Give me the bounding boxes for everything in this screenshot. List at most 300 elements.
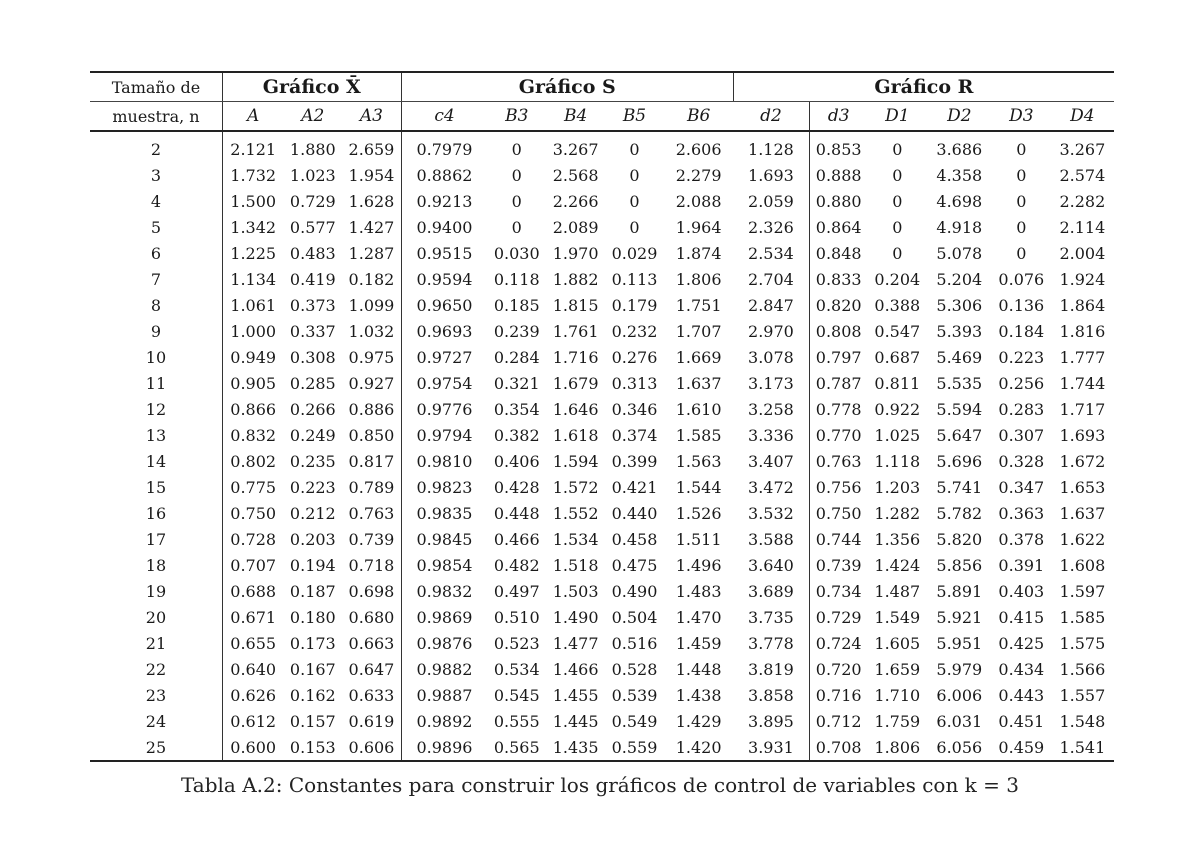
constant-cell: 0.750 <box>222 500 283 526</box>
constant-cell: 0.157 <box>289 711 336 731</box>
constant-cell: 0.076 <box>998 269 1045 289</box>
constant-cell: 0.374 <box>611 425 658 445</box>
constant-cell: 0.313 <box>611 373 658 393</box>
constant-cell: 0.9892 <box>401 708 487 734</box>
constant-cell: 0.734 <box>809 578 868 604</box>
constant-cell: 6.031 <box>936 711 983 731</box>
constant-cell: 1.710 <box>874 685 921 705</box>
sample-size-cell: 3 <box>150 165 162 185</box>
constant-cell: 0.308 <box>289 347 336 367</box>
constant-cell: 2.089 <box>552 217 599 237</box>
constant-cell: 1.679 <box>552 373 599 393</box>
constant-cell: 3.686 <box>936 139 983 159</box>
constant-cell: 0.9876 <box>401 630 487 656</box>
constant-cell: 3.819 <box>748 659 794 679</box>
constant-cell: 2.970 <box>748 321 794 341</box>
sample-size-cell: 24 <box>145 711 167 731</box>
constant-cell: 0.173 <box>289 633 336 653</box>
constant-cell: 0.744 <box>809 526 868 552</box>
constant-cell: 0.9594 <box>401 266 487 292</box>
constant-cell: 0.797 <box>809 344 868 370</box>
constant-cell: 6.056 <box>927 734 992 761</box>
constant-cell: 0.9400 <box>401 214 487 240</box>
table-row <box>90 162 1114 188</box>
table-row <box>90 370 1114 396</box>
constant-cell: 0.415 <box>998 607 1045 627</box>
constant-cell: 2.534 <box>748 243 794 263</box>
sample-size-cell: 21 <box>145 633 167 653</box>
constant-cell: 1.816 <box>1059 321 1106 341</box>
constant-cell: 0.750 <box>809 500 868 526</box>
constant-cell: 0.029 <box>611 243 658 263</box>
constant-cell: 3.336 <box>748 425 794 445</box>
constant-cell: 0.888 <box>809 162 868 188</box>
constant-cell: 0.482 <box>493 555 540 575</box>
constant-cell: 0.328 <box>998 451 1045 471</box>
constant-cell: 1.548 <box>1059 711 1106 731</box>
sample-size-cell: 19 <box>145 581 167 601</box>
constant-cell: 0.671 <box>222 604 283 630</box>
constant-cell: 0.184 <box>998 321 1045 341</box>
constant-cell: 0.853 <box>809 131 868 162</box>
constant-cell: 0.687 <box>874 347 921 367</box>
constant-cell: 1.653 <box>1059 477 1106 497</box>
constant-cell: 1.557 <box>1059 685 1106 705</box>
constant-cell: 0.428 <box>493 477 540 497</box>
constant-cell: 0.406 <box>493 451 540 471</box>
constant-cell: 0.283 <box>998 399 1045 419</box>
constant-cell: 3.778 <box>748 633 794 653</box>
constant-cell: 0 <box>629 165 640 185</box>
constant-cell: 1.549 <box>874 607 921 627</box>
constant-cell: 5.647 <box>936 425 983 445</box>
constant-cell: 0 <box>1016 217 1027 237</box>
constant-cell: 0.180 <box>289 607 336 627</box>
constant-cell: 0.388 <box>874 295 921 315</box>
constant-cell: 1.455 <box>552 685 599 705</box>
constant-cell: 1.777 <box>1059 347 1106 367</box>
control-constants-table <box>90 71 1114 762</box>
constant-cell: 5.921 <box>936 607 983 627</box>
constant-cell: 0.459 <box>992 734 1051 761</box>
constant-cell: 0.203 <box>289 529 336 549</box>
constant-cell: 0.9727 <box>401 344 487 370</box>
table-row <box>90 630 1114 656</box>
constant-cell: 0.9794 <box>401 422 487 448</box>
table-row <box>90 396 1114 422</box>
constant-cell: 0 <box>511 139 522 159</box>
constant-cell: 2.606 <box>675 139 722 159</box>
constant-cell: 2.574 <box>1059 165 1106 185</box>
constant-cell: 3.267 <box>1059 139 1106 159</box>
sample-size-cell: 4 <box>150 191 162 211</box>
constant-cell: 0.9887 <box>401 682 487 708</box>
constant-cell: 1.566 <box>1059 659 1106 679</box>
constant-cell: 0.212 <box>289 503 336 523</box>
table-row <box>90 131 1114 162</box>
constant-cell: 0.698 <box>348 581 395 601</box>
constant-cell: 3.735 <box>748 607 794 627</box>
constant-cell: 0.504 <box>611 607 658 627</box>
sample-size-cell: 23 <box>145 685 167 705</box>
constant-cell: 1.534 <box>552 529 599 549</box>
constant-cell: 0.204 <box>874 269 921 289</box>
constant-cell: 0.378 <box>998 529 1045 549</box>
sample-size-cell: 22 <box>145 659 167 679</box>
constant-cell: 3.588 <box>748 529 794 549</box>
constant-cell: 1.541 <box>1051 734 1114 761</box>
constant-cell: 5.204 <box>936 269 983 289</box>
constant-cell: 0.136 <box>998 295 1045 315</box>
constant-cell: 0.534 <box>493 659 540 679</box>
column-header-c4: c4 <box>401 102 487 132</box>
constant-cell: 0.763 <box>809 448 868 474</box>
constant-cell: 1.597 <box>1059 581 1106 601</box>
constant-cell: 1.032 <box>348 321 395 341</box>
constant-cell: 1.487 <box>874 581 921 601</box>
constant-cell: 0.680 <box>348 607 395 627</box>
constant-cell: 0.475 <box>611 555 658 575</box>
constant-cell: 2.279 <box>675 165 722 185</box>
constant-cell: 0.729 <box>289 191 336 211</box>
constant-cell: 1.518 <box>552 555 599 575</box>
constant-cell: 0.864 <box>809 214 868 240</box>
constant-cell: 0.832 <box>222 422 283 448</box>
constant-cell: 0.458 <box>611 529 658 549</box>
constant-cell: 1.445 <box>552 711 599 731</box>
constant-cell: 1.693 <box>748 165 794 185</box>
constant-cell: 0.775 <box>222 474 283 500</box>
constant-cell: 0 <box>1016 165 1027 185</box>
constant-cell: 1.061 <box>222 292 283 318</box>
constant-cell: 0.347 <box>998 477 1045 497</box>
constant-cell: 0 <box>511 165 522 185</box>
sample-size-cell: 11 <box>145 373 167 393</box>
constant-cell: 0.808 <box>809 318 868 344</box>
constant-cell: 1.225 <box>222 240 283 266</box>
constant-cell: 0.194 <box>289 555 336 575</box>
constant-cell: 0.756 <box>809 474 868 500</box>
constant-cell: 1.511 <box>675 529 722 549</box>
table-column-header-row <box>90 102 1114 132</box>
constant-cell: 1.023 <box>289 165 336 185</box>
constant-cell: 1.669 <box>675 347 722 367</box>
constant-cell: 1.563 <box>675 451 722 471</box>
constant-cell: 0 <box>511 217 522 237</box>
constant-cell: 2.266 <box>552 191 599 211</box>
constant-cell: 3.173 <box>748 373 794 393</box>
table-row <box>90 708 1114 734</box>
table-row <box>90 266 1114 292</box>
constant-cell: 0.9869 <box>401 604 487 630</box>
constant-cell: 0.232 <box>611 321 658 341</box>
constant-cell: 0.763 <box>348 503 395 523</box>
sample-size-cell: 17 <box>145 529 167 549</box>
constant-cell: 3.858 <box>748 685 794 705</box>
constant-cell: 3.078 <box>748 347 794 367</box>
constant-cell: 0.7979 <box>401 131 487 162</box>
constant-cell: 0.9835 <box>401 500 487 526</box>
constant-cell: 1.594 <box>552 451 599 471</box>
constant-cell: 1.282 <box>874 503 921 523</box>
constant-cell: 0.382 <box>493 425 540 445</box>
constant-cell: 5.741 <box>936 477 983 497</box>
constant-cell: 0 <box>892 165 903 185</box>
constant-cell: 0.9823 <box>401 474 487 500</box>
constant-cell: 0 <box>511 191 522 211</box>
sample-size-cell: 12 <box>145 399 167 419</box>
constant-cell: 1.356 <box>874 529 921 549</box>
constant-cell: 0.663 <box>348 633 395 653</box>
constant-cell: 0 <box>892 191 903 211</box>
constant-cell: 0.266 <box>289 399 336 419</box>
constant-cell: 1.526 <box>675 503 722 523</box>
table-caption: Tabla A.2: Constantes para construir los gráficos de control de variables con k = 3 <box>181 773 1019 797</box>
constant-cell: 0.640 <box>222 656 283 682</box>
constant-cell: 0.223 <box>998 347 1045 367</box>
constant-cell: 3.532 <box>748 503 794 523</box>
constant-cell: 0.239 <box>493 321 540 341</box>
constant-cell: 1.618 <box>552 425 599 445</box>
constant-cell: 0.363 <box>998 503 1045 523</box>
sample-size-cell: 8 <box>150 295 162 315</box>
constant-cell: 0.880 <box>809 188 868 214</box>
constant-cell: 0.466 <box>493 529 540 549</box>
constant-cell: 3.689 <box>748 581 794 601</box>
constant-cell: 1.924 <box>1059 269 1106 289</box>
sample-size-cell: 18 <box>145 555 167 575</box>
constant-cell: 1.622 <box>1059 529 1106 549</box>
constant-cell: 0 <box>892 243 903 263</box>
constant-cell: 1.815 <box>552 295 599 315</box>
constant-cell: 0.718 <box>348 555 395 575</box>
constant-cell: 0.285 <box>289 373 336 393</box>
constant-cell: 0.606 <box>342 734 401 761</box>
constant-cell: 5.078 <box>936 243 983 263</box>
table-body <box>90 131 1114 761</box>
group-header-r: Gráfico R <box>733 72 1114 102</box>
constant-cell: 0.516 <box>611 633 658 653</box>
constant-cell: 1.438 <box>675 685 722 705</box>
table-row <box>90 604 1114 630</box>
constant-cell: 2.659 <box>348 139 395 159</box>
constant-cell: 1.864 <box>1059 295 1106 315</box>
constant-cell: 5.535 <box>936 373 983 393</box>
constant-cell: 0.600 <box>222 734 283 761</box>
constant-cell: 0.307 <box>998 425 1045 445</box>
constant-cell: 0.712 <box>809 708 868 734</box>
constant-cell: 1.448 <box>675 659 722 679</box>
constant-cell: 0.9650 <box>401 292 487 318</box>
constant-cell: 0.850 <box>348 425 395 445</box>
sample-size-cell: 25 <box>90 734 222 761</box>
column-header-d3: d3 <box>809 102 868 132</box>
table-row <box>90 656 1114 682</box>
constant-cell: 1.466 <box>552 659 599 679</box>
constant-cell: 3.258 <box>748 399 794 419</box>
constant-cell: 1.759 <box>874 711 921 731</box>
constant-cell: 0.811 <box>874 373 921 393</box>
constant-cell: 0.848 <box>809 240 868 266</box>
column-header-b4: B4 <box>546 102 605 132</box>
constant-cell: 3.267 <box>552 139 599 159</box>
constant-cell: 0.235 <box>289 451 336 471</box>
sample-size-cell: 10 <box>145 347 167 367</box>
constant-cell: 0.443 <box>998 685 1045 705</box>
constant-cell: 0.728 <box>222 526 283 552</box>
constant-cell: 2.282 <box>1059 191 1106 211</box>
constant-cell: 0.9776 <box>401 396 487 422</box>
constant-cell: 0.720 <box>809 656 868 682</box>
constant-cell: 0.9754 <box>401 370 487 396</box>
constant-cell: 0.113 <box>611 269 658 289</box>
constant-cell: 0.9896 <box>401 734 487 761</box>
constant-cell: 0.399 <box>611 451 658 471</box>
constant-cell: 0.619 <box>348 711 395 731</box>
constant-cell: 0.545 <box>493 685 540 705</box>
constant-cell: 0.789 <box>348 477 395 497</box>
table-row <box>90 214 1114 240</box>
constant-cell: 2.121 <box>222 131 283 162</box>
constant-cell: 2.326 <box>748 217 794 237</box>
constant-cell: 6.006 <box>936 685 983 705</box>
constant-cell: 1.628 <box>348 191 395 211</box>
constant-cell: 4.358 <box>936 165 983 185</box>
constant-cell: 1.970 <box>552 243 599 263</box>
constant-cell: 1.585 <box>1059 607 1106 627</box>
constant-cell: 0.9845 <box>401 526 487 552</box>
constant-cell: 1.503 <box>552 581 599 601</box>
column-header-a: A <box>222 102 283 132</box>
constant-cell: 0.770 <box>809 422 868 448</box>
constant-cell: 0.9882 <box>401 656 487 682</box>
constant-cell: 0.549 <box>611 711 658 731</box>
constant-cell: 0.612 <box>222 708 283 734</box>
constant-cell: 3.895 <box>748 711 794 731</box>
constant-cell: 0.9213 <box>401 188 487 214</box>
constant-cell: 0.162 <box>289 685 336 705</box>
constant-cell: 1.000 <box>222 318 283 344</box>
constant-cell: 0.528 <box>611 659 658 679</box>
constant-cell: 1.552 <box>552 503 599 523</box>
constant-cell: 0.547 <box>874 321 921 341</box>
constant-cell: 2.059 <box>748 191 794 211</box>
constant-cell: 0.647 <box>348 659 395 679</box>
table-row <box>90 500 1114 526</box>
constant-cell: 0.167 <box>289 659 336 679</box>
constant-cell: 1.874 <box>675 243 722 263</box>
table-row <box>90 448 1114 474</box>
constant-cell: 1.744 <box>1059 373 1106 393</box>
column-header-d2: d2 <box>733 102 809 132</box>
constant-cell: 4.698 <box>936 191 983 211</box>
constant-cell: 0.707 <box>222 552 283 578</box>
table-row <box>90 682 1114 708</box>
constant-cell: 0 <box>629 139 640 159</box>
constant-cell: 0.434 <box>998 659 1045 679</box>
constant-cell: 2.568 <box>552 165 599 185</box>
constant-cell: 1.490 <box>552 607 599 627</box>
constant-cell: 1.099 <box>348 295 395 315</box>
constant-cell: 5.594 <box>936 399 983 419</box>
table-row <box>90 318 1114 344</box>
constant-cell: 1.575 <box>1059 633 1106 653</box>
constant-cell: 0.633 <box>348 685 395 705</box>
constant-cell: 0.118 <box>493 269 540 289</box>
constant-cell: 1.134 <box>222 266 283 292</box>
constant-cell: 1.483 <box>675 581 722 601</box>
constant-cell: 0.153 <box>283 734 342 761</box>
constant-cell: 1.882 <box>552 269 599 289</box>
sample-size-label-line1: Tamaño de <box>90 72 222 102</box>
table-row <box>90 344 1114 370</box>
constant-cell: 1.544 <box>675 477 722 497</box>
constant-cell: 1.716 <box>552 347 599 367</box>
constant-cell: 0.448 <box>493 503 540 523</box>
constant-cell: 0 <box>1016 139 1027 159</box>
constant-cell: 1.287 <box>348 243 395 263</box>
constant-cell: 0.346 <box>611 399 658 419</box>
constant-cell: 0.373 <box>289 295 336 315</box>
sample-size-cell: 16 <box>145 503 167 523</box>
constant-cell: 0.256 <box>998 373 1045 393</box>
constant-cell: 1.420 <box>664 734 733 761</box>
constant-cell: 1.806 <box>868 734 927 761</box>
constant-cell: 0.354 <box>493 399 540 419</box>
constant-cell: 5.306 <box>936 295 983 315</box>
column-header-a3: A3 <box>342 102 401 132</box>
constant-cell: 0.451 <box>998 711 1045 731</box>
constant-cell: 0.817 <box>348 451 395 471</box>
constant-cell: 0.577 <box>289 217 336 237</box>
constant-cell: 0.787 <box>809 370 868 396</box>
constant-cell: 1.496 <box>675 555 722 575</box>
constant-cell: 0.555 <box>493 711 540 731</box>
constant-cell: 0.866 <box>222 396 283 422</box>
constant-cell: 0 <box>1016 243 1027 263</box>
sample-size-cell: 15 <box>145 477 167 497</box>
constant-cell: 5.856 <box>936 555 983 575</box>
constant-cell: 2.847 <box>748 295 794 315</box>
constant-cell: 0.223 <box>289 477 336 497</box>
table-row <box>90 552 1114 578</box>
constant-cell: 0.927 <box>348 373 395 393</box>
constant-cell: 1.572 <box>552 477 599 497</box>
constant-cell: 0.949 <box>222 344 283 370</box>
constant-cell: 0.833 <box>809 266 868 292</box>
constant-cell: 2.088 <box>675 191 722 211</box>
constant-cell: 0.030 <box>493 243 540 263</box>
column-header-b6: B6 <box>664 102 733 132</box>
constant-cell: 0 <box>1016 191 1027 211</box>
column-header-d3: D3 <box>992 102 1051 132</box>
constant-cell: 0.391 <box>998 555 1045 575</box>
constant-cell: 1.025 <box>874 425 921 445</box>
constant-cell: 0.497 <box>493 581 540 601</box>
constant-cell: 0.9810 <box>401 448 487 474</box>
constant-cell: 0 <box>629 217 640 237</box>
constant-cell: 1.203 <box>874 477 921 497</box>
constant-cell: 0.539 <box>611 685 658 705</box>
constant-cell: 1.424 <box>874 555 921 575</box>
constants-table-container <box>90 71 1114 762</box>
constant-cell: 0.820 <box>809 292 868 318</box>
constant-cell: 5.820 <box>936 529 983 549</box>
table-row <box>90 474 1114 500</box>
constant-cell: 0.9854 <box>401 552 487 578</box>
constant-cell: 1.732 <box>222 162 283 188</box>
constant-cell: 0 <box>892 217 903 237</box>
